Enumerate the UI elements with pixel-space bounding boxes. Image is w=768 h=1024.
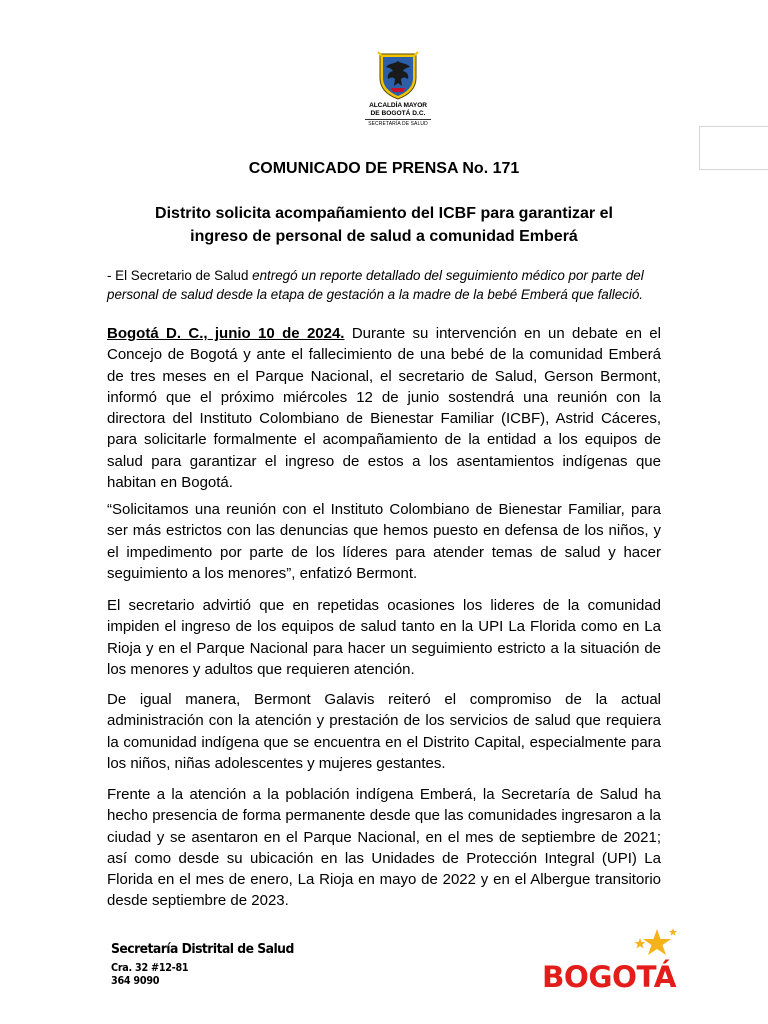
dateline: Bogotá D. C., junio 10 de 2024.	[107, 325, 345, 342]
subtitle-italic-2: personal de salud desde la etapa de gestación a la madre de la bebé Emberá que falleció.	[107, 287, 643, 302]
subtitle-italic-1: entregó un reporte detallado del seguimiento médico por parte del	[252, 268, 644, 283]
paragraph-2: “Solicitamos una reunión con el Instituto Colombiano de Bienestar Familiar, para ser más estrictos con las denuncias que hemos puesto en defensa de los niños, y el impedimento por parte de los líderes para atender temas de salud y hacer seguimiento a los menores”, enfatizó Bermont.	[107, 501, 661, 582]
paragraph-3: El secretario advirtió que en repetidas ocasiones los lideres de la comunidad impiden el ingreso de los equipos de salud tanto en la UPI La Florida como en La Rioja y en el Parque Nacional para hacer un seguimiento estricto a la situación de los menores y adultos que requieren atención.	[107, 597, 661, 678]
footer-org: Secretaría Distrital de Salud	[111, 941, 294, 957]
footer-address: Cra. 32 #12-81	[111, 962, 189, 974]
bogota-brand-logo	[542, 924, 682, 1000]
subtitle-line-1	[107, 266, 661, 285]
headline-line-1: Distrito solicita acompañamiento del ICBF para garantizar el	[155, 205, 613, 222]
paragraph-1	[107, 323, 661, 493]
logo-line-2: DE BOGOTÁ D.C.	[365, 110, 431, 120]
bogota-coat-of-arms-icon	[376, 50, 420, 100]
logo-line-3: SECRETARÍA DE SALUD	[368, 121, 428, 127]
logo-line-1: ALCALDÍA MAYOR	[369, 102, 427, 109]
subtitle-plain: - El Secretario de Salud	[107, 268, 253, 283]
brand-wordmark: BOGOTÁ	[542, 960, 678, 994]
headline	[0, 202, 768, 248]
footer-contact	[111, 941, 310, 987]
star-icon	[635, 928, 678, 955]
paragraph-1-text: Durante su intervención en un debate en el Concejo de Bogotá y ante el fallecimiento de una bebé de la comunidad Emberá de tres meses en el Parque Nacional, el secretario de Salud, Gerson Bermont, informó que el próximo miércoles 12 de junio sostendrá una reunión con la directora del Instituto Colombiano de Bienestar Familiar (ICBF), Astrid Cáceres, para solicitarle formalmente el acompañamiento de la entidad a los equipos de salud para garantizar el ingreso de estos a los asentamientos indígenas que habitan en Bogotá.	[107, 325, 661, 492]
subtitle	[107, 266, 661, 304]
footer-phone: 364 9090	[111, 974, 160, 987]
paragraph-4: De igual manera, Bermont Galavis reiteró el compromiso de la actual administración con la atención y prestación de los servicios de salud que requiera la comunidad indígena que se encuentra en el Distrito Capital, especialmente para los niños, niñas adolescentes y mujeres gestantes.	[107, 691, 661, 772]
header-logo	[360, 50, 436, 128]
page-title: COMUNICADO DE PRENSA No. 171	[248, 160, 520, 177]
headline-line-2: ingreso de personal de salud a comunidad Emberá	[190, 228, 578, 245]
paragraph-5: Frente a la atención a la población indígena Emberá, la Secretaría de Salud ha hecho presencia de forma permanente desde que las comunidades ingresaron a la ciudad y se asentaron en el Parque Nacional, en el mes de septiembre de 2021; así como desde su ubicación en las Unidades de Protección Integral (UPI) La Florida en el mes de enero, La Rioja en mayo de 2022 y en el Albergue transitorio desde septiembre de 2023.	[107, 786, 661, 910]
